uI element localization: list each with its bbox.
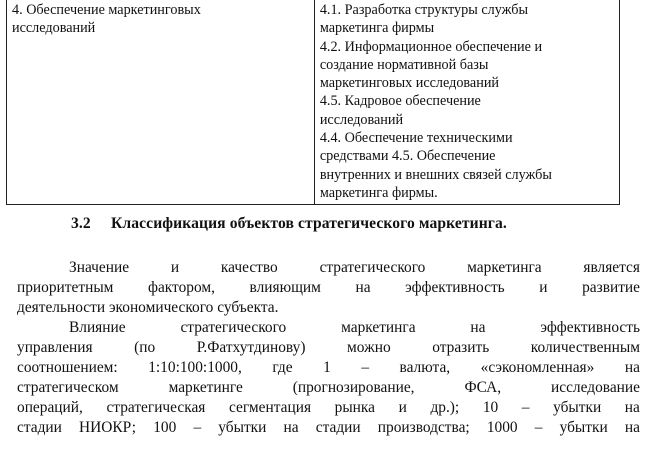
word: (по [134, 339, 156, 356]
word: 100 [153, 419, 177, 436]
table-cell-line: внутренних и внешних связей службы [319, 166, 552, 183]
word: качество [220, 259, 278, 276]
paragraph-line-justified [17, 398, 640, 418]
word: – [534, 419, 543, 436]
paragraph [17, 258, 640, 318]
word: стратегического [180, 319, 287, 336]
table-cell-line: исследований [319, 111, 404, 128]
paragraph-line-justified [17, 318, 640, 338]
word: стратегическая [106, 399, 206, 416]
word: Р.Фатхутдинову) [196, 339, 306, 356]
paragraph-line-justified [17, 338, 640, 358]
table-cell-left [7, 0, 315, 205]
word: – [361, 359, 370, 376]
word: стратегическом [17, 379, 119, 396]
word: Влияние [69, 319, 126, 336]
word: эффективность [405, 279, 505, 296]
word: и [170, 259, 180, 276]
table-row [7, 0, 620, 205]
table-cell-line: 4.5. Кадровое обеспечение [319, 93, 481, 110]
word: и [539, 279, 548, 296]
word: можно [347, 339, 391, 356]
word: эффективность [540, 319, 640, 336]
paragraph-line: деятельности экономического субъекта. [17, 299, 279, 316]
paragraph [17, 318, 640, 438]
word: операций, [17, 399, 83, 416]
word: убытки [553, 399, 602, 416]
word: 10 [482, 399, 499, 416]
paragraph-line-justified [17, 418, 640, 438]
word: 1:10:100:1000, [148, 359, 242, 376]
word: маркетинга [467, 259, 542, 276]
table-cell-line: 4.2. Информационное обеспечение и [319, 38, 543, 55]
word: (прогнозирование, [292, 379, 415, 396]
word: 1 [323, 359, 331, 376]
word: сегментация [228, 399, 312, 416]
word: стадии [315, 419, 361, 436]
word: рынка [334, 399, 375, 416]
section-heading [71, 215, 507, 233]
paragraph-line-justified [17, 278, 640, 298]
word: на [624, 419, 640, 436]
word: отразить [432, 339, 490, 356]
word: соотношением: [17, 359, 118, 376]
table-cell-line: создание нормативной базы [319, 56, 489, 73]
word: на [624, 359, 640, 376]
table-cell-line: маркетинговых исследований [319, 75, 500, 92]
word: количественным [530, 339, 640, 356]
word: на [283, 419, 299, 436]
section-number: 3.2 [71, 215, 91, 232]
word: на [355, 279, 371, 296]
word: и [398, 399, 407, 416]
table-cell-right [314, 0, 619, 205]
word: «сэкономленная» [480, 359, 595, 376]
section-title: Классификация объектов стратегического маркетинга. [111, 215, 507, 232]
table-cell-line: 4.1. Разработка структуры службы [319, 2, 528, 18]
word: маркетинга [341, 319, 416, 336]
word: – [193, 419, 202, 436]
word: исследование [551, 379, 640, 396]
word: убытки [218, 419, 267, 436]
table-cell-line: 4.4. Обеспечение техническими [319, 130, 513, 147]
paragraph-line-justified [17, 358, 640, 378]
word: – [521, 399, 530, 416]
word: является [583, 259, 640, 276]
table-fragment [6, 0, 620, 205]
table-cell-line: исследований [12, 20, 96, 37]
word: стадии [17, 419, 62, 436]
word: Значение [69, 259, 130, 276]
word: 1000 [486, 419, 518, 436]
word: валюта, [399, 359, 451, 376]
paragraph-line-justified [17, 258, 640, 278]
word: управления [17, 339, 93, 356]
word: НИОКР; [79, 419, 137, 436]
word: ФСА, [464, 379, 502, 396]
table-cell-line: маркетинга фирмы [319, 20, 435, 37]
word: приоритетным [17, 279, 114, 296]
word: маркетинге [168, 379, 243, 396]
table-cell-line: средствами 4.5. Обеспечение [319, 148, 496, 165]
table-cell-line: маркетинга фирмы. [319, 184, 438, 201]
word: на [470, 319, 486, 336]
word: стратегического [319, 259, 426, 276]
table-cell-line: 4. Обеспечение маркетинговых [12, 2, 201, 18]
word: где [272, 359, 293, 376]
word: фактором, [147, 279, 215, 296]
word: производства; [377, 419, 470, 436]
word: др.); [430, 399, 460, 416]
word: влияющим [249, 279, 321, 296]
word: развитие [582, 279, 640, 296]
word: убытки [559, 419, 608, 436]
word: на [624, 399, 640, 416]
paragraph-line-justified [17, 378, 640, 398]
